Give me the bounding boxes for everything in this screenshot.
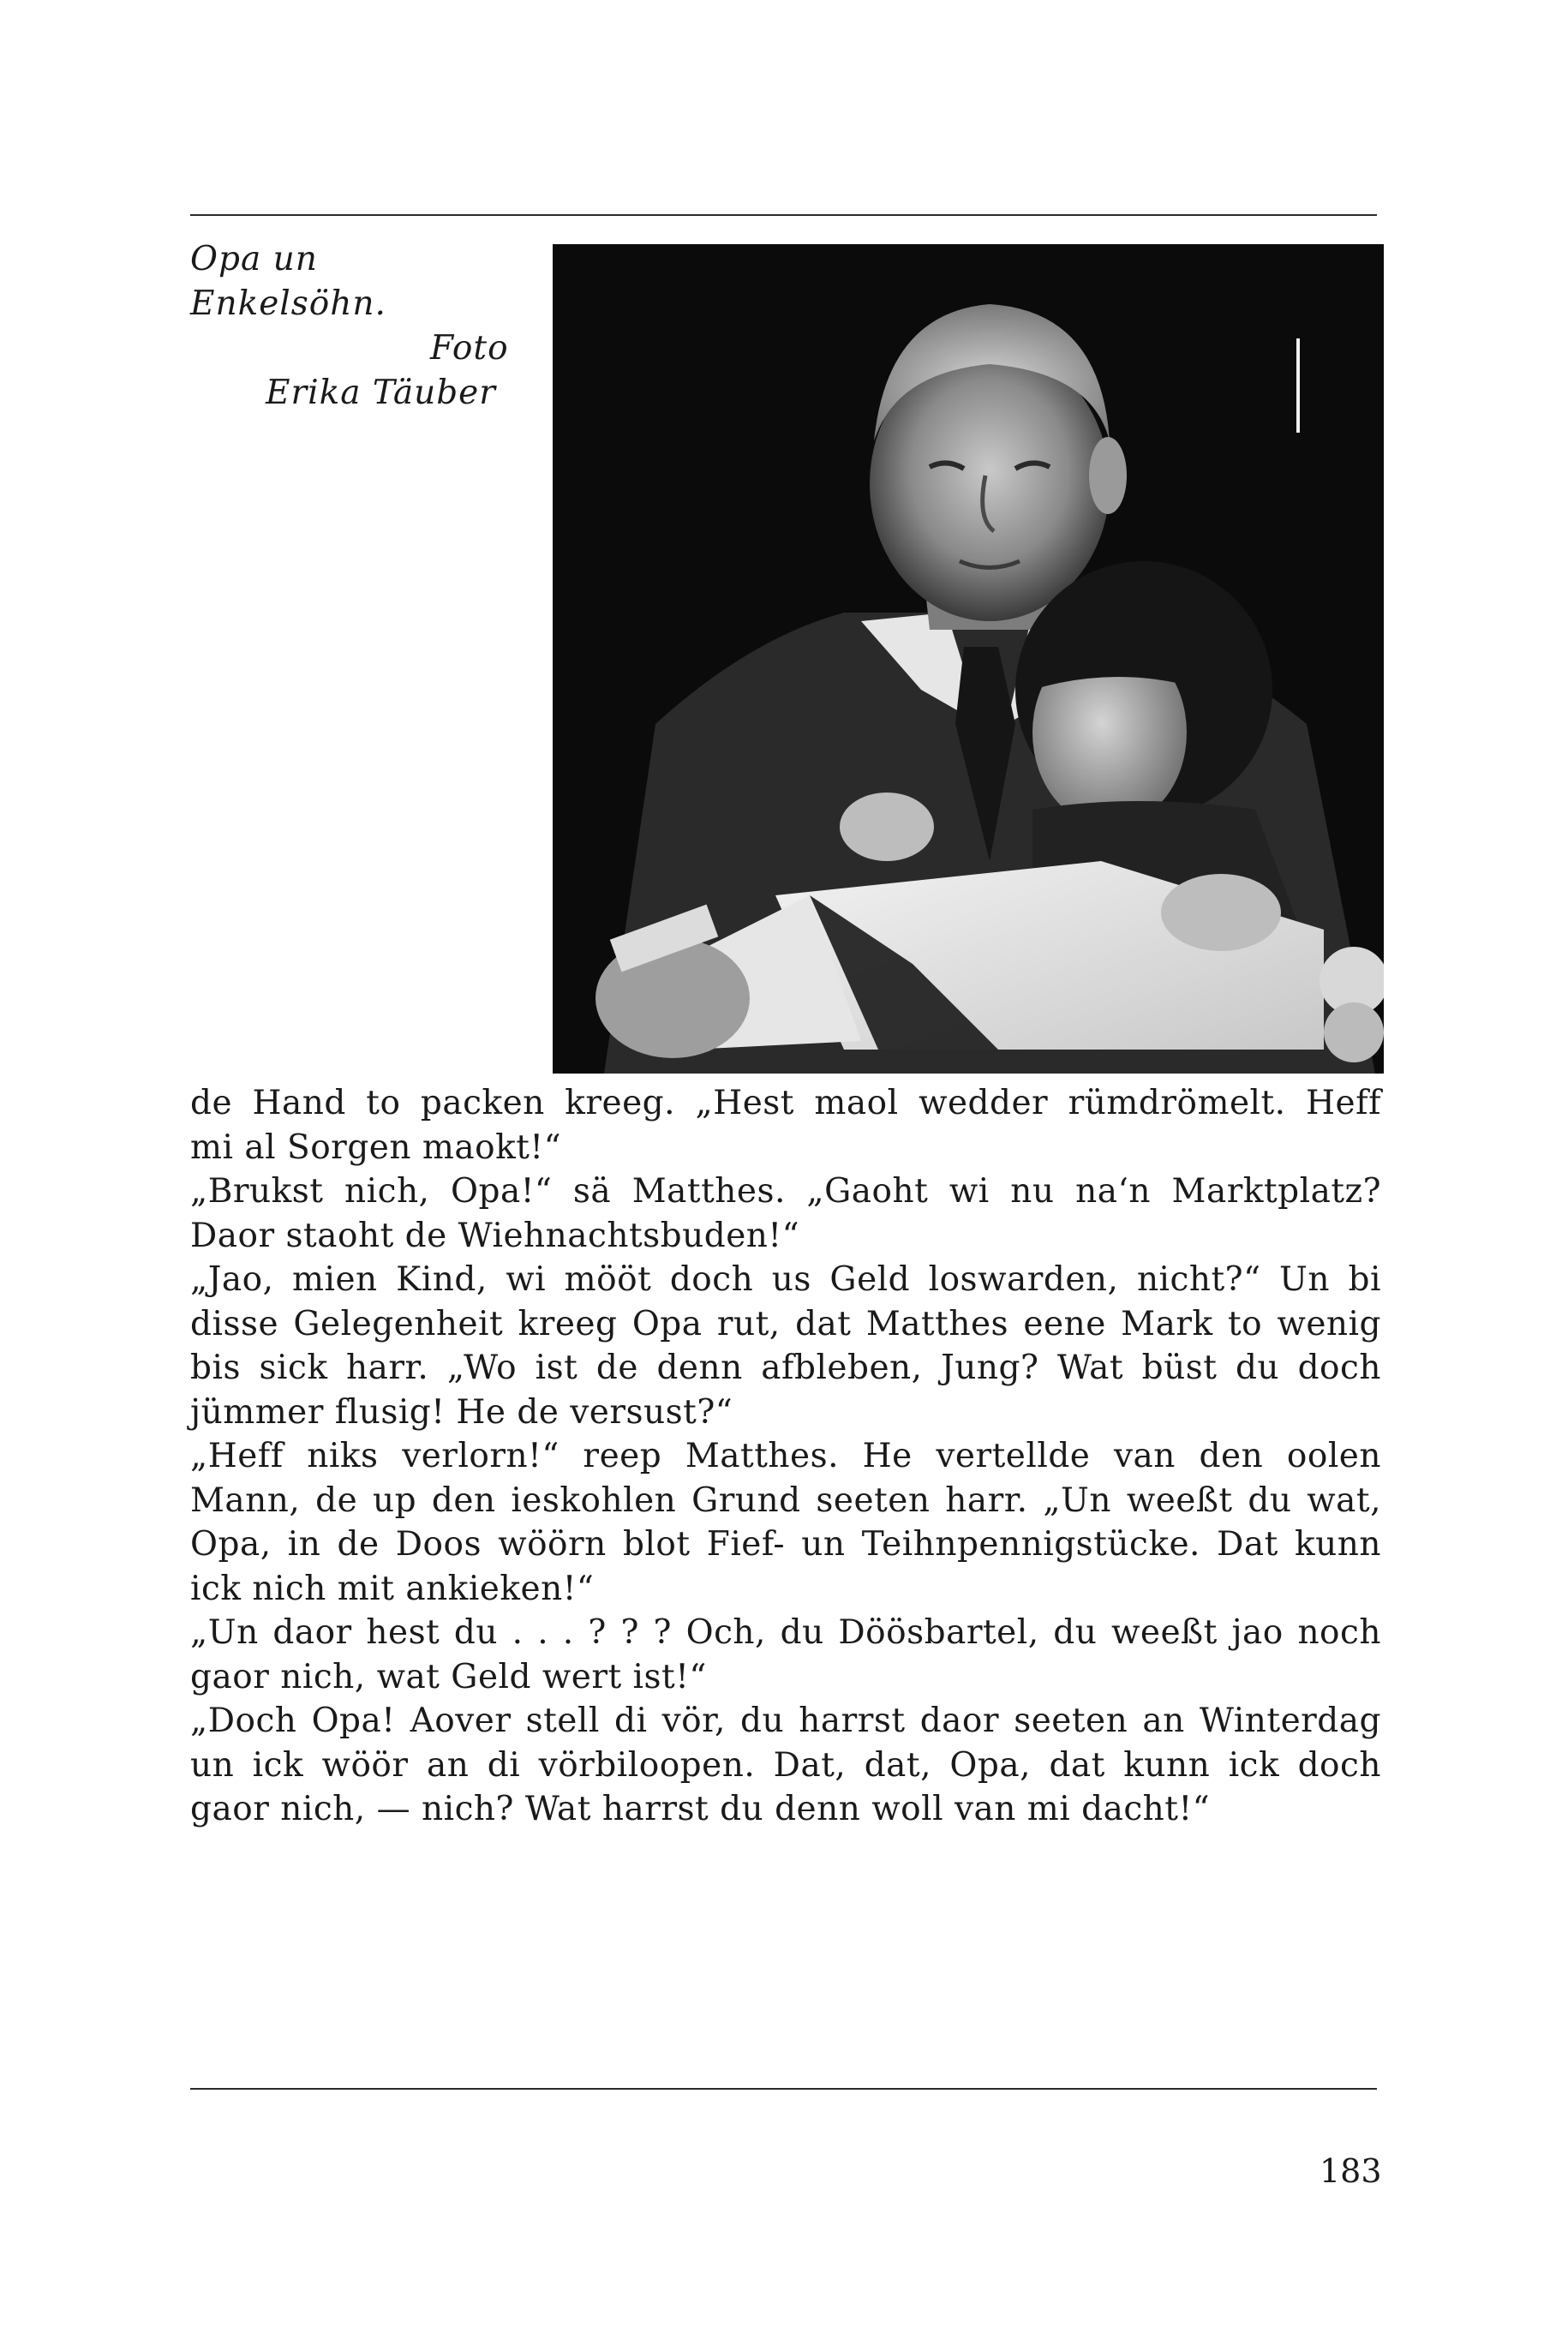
caption-credit-name: Erika Täuber bbox=[266, 374, 496, 412]
body-line-15: „Doch Opa! Aover stell di vör, du harrst daor seeten an Winterdag bbox=[190, 1702, 1381, 1740]
body-line-13: „Un daor hest du . . . ? ? ? Och, du Döösbartel, du weeßt jao noch bbox=[190, 1613, 1381, 1652]
body-line-17: gaor nich, — nich? Wat harrst du denn woll van mi dacht!“ bbox=[190, 1790, 1211, 1828]
body-line-4: Daor staoht de Wiehnachtsbuden!“ bbox=[190, 1216, 800, 1255]
body-line-6: disse Gelegenheit kreeg Opa rut, dat Matthes eene Mark to wenig bbox=[190, 1304, 1381, 1343]
body-line-3: „Brukst nich, Opa!“ sä Matthes. „Gaoht wi nu na‘n Marktplatz? bbox=[190, 1172, 1381, 1211]
caption-credit-label: Foto bbox=[430, 329, 509, 368]
body-line-9: „Heff niks verlorn!“ reep Matthes. He vertellde van den oolen bbox=[190, 1437, 1381, 1475]
body-line-8: jümmer flusig! He de versust?“ bbox=[190, 1392, 733, 1432]
body-line-14: gaor nich, wat Geld wert ist!“ bbox=[190, 1657, 707, 1696]
top-rule bbox=[190, 214, 1377, 216]
body-line-11: Opa, in de Doos wöörn blot Fief- un Teihnpennigstücke. Dat kunn bbox=[190, 1525, 1381, 1564]
body-line-2: mi al Sorgen maokt!“ bbox=[190, 1128, 562, 1167]
body-line-7: bis sick harr. „Wo ist de denn afbleben, Jung? Wat büst du doch bbox=[190, 1349, 1381, 1387]
caption-title-line-2: Enkelsöhn. bbox=[190, 284, 386, 323]
body-line-5: „Jao, mien Kind, wi mööt doch us Geld loswarden, nicht?“ Un bi bbox=[190, 1260, 1381, 1299]
body-line-16: un ick wöör an di vörbiloopen. Dat, dat, Opa, dat kunn ick doch bbox=[190, 1745, 1381, 1785]
page-number: 183 bbox=[1320, 2152, 1382, 2190]
caption-title-line-1: Opa un bbox=[190, 240, 318, 278]
body-text bbox=[190, 1081, 1381, 1832]
body-line-12: ick nich mit ankieken!“ bbox=[190, 1569, 595, 1608]
body-line-10: Mann, de up den ieskohlen Grund seeten harr. „Un weeßt du wat, bbox=[190, 1481, 1381, 1520]
bottom-rule bbox=[190, 2088, 1377, 2090]
photo-caption bbox=[190, 237, 516, 416]
body-line-1: de Hand to packen kreeg. „Hest maol wedder rümdrömelt. Heff bbox=[190, 1084, 1381, 1122]
photo-grandfather-and-grandchild bbox=[553, 244, 1384, 1074]
